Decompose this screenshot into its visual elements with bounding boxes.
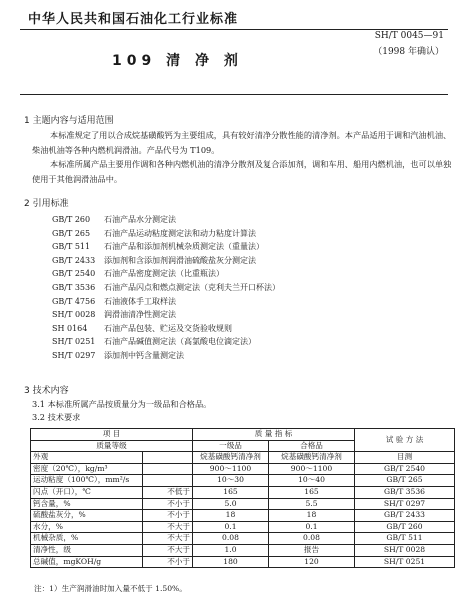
reference-title: 石油液体手工取样法 [104,296,176,306]
header-item: 项 目 [31,429,193,441]
row-condition: 不大于 [143,533,193,545]
reference-item [52,335,280,349]
reference-item [52,322,280,336]
reference-code: SH/T 0028 [52,310,96,320]
table-row [31,544,455,556]
row-first-value: 18 [193,510,269,522]
table-row [31,521,455,533]
row-item: 外观 [31,452,143,464]
reference-code: GB/T 511 [52,242,91,252]
reference-code: GB/T 260 [52,215,91,224]
row-condition: 不小于 [143,556,193,568]
table-row [31,498,455,510]
reference-item [52,213,280,227]
row-first-value: 1.0 [193,544,269,556]
row-method: GB/T 265 [355,475,455,487]
header-qualified-grade: 合格品 [269,440,355,452]
reference-title: 润滑油清净性测定法 [104,310,176,320]
row-item: 清净性，级 [31,544,143,556]
row-item: 闪点（开口），℃ [31,486,143,498]
table-header-row [31,429,455,441]
section-1-body [32,128,452,186]
header-first-grade: 一级品 [193,440,269,452]
reference-item [52,281,280,295]
row-condition: 不大于 [143,521,193,533]
row-first-value: 0.08 [193,533,269,545]
row-qualified-value: 5.5 [269,498,355,510]
row-first-value: 900～1100 [193,463,269,475]
header-quality-index: 质 量 指 标 [193,429,355,441]
reference-list [52,213,280,363]
row-method: GB/T 2433 [355,510,455,522]
reference-title: 添加剂中钙含量测定法 [104,350,184,360]
reference-title: 石油产品和添加剂机械杂质测定法（重量法） [104,242,264,252]
row-first-value: 5.0 [193,498,269,510]
row-qualified-value: 0.08 [269,533,355,545]
table-row [31,510,455,522]
table-row [31,556,455,568]
table-row [31,533,455,545]
row-item: 钙含量，% [31,498,143,510]
reference-title: 石油产品闪点和燃点测定法（克利夫兰开口杯法） [104,282,280,292]
reference-item [52,349,280,363]
reference-item [52,254,280,268]
section-1-paragraph-1: 本标准规定了用以合成烷基磺酸钙为主要组成，具有较好清净分散性能的清净剂。本产品适用于调和汽油机油、柴油机油等各种内燃机润滑油。产品代号为 T109。 [32,130,452,155]
reference-code: GB/T 3536 [52,282,96,292]
row-first-value: 180 [193,556,269,568]
table-row [31,452,455,464]
reference-code: SH/T 0251 [52,337,96,347]
row-qualified-value: 165 [269,486,355,498]
row-qualified-value: 0.1 [269,521,355,533]
row-item: 总碱值，mgKOH/g [31,556,143,568]
row-method: 目测 [355,452,455,464]
header-rule [20,29,448,30]
reference-item [52,240,280,254]
row-condition [143,452,193,464]
reference-title: 石油产品包装、贮运及交货验收规则 [104,323,232,333]
row-first-value: 10～30 [193,475,269,487]
row-item: 水分，% [31,521,143,533]
row-item: 硫酸盐灰分，% [31,510,143,522]
row-qualified-value: 报告 [269,544,355,556]
header-test-method: 试 验 方 法 [355,429,455,452]
row-qualified-value: 120 [269,556,355,568]
section-2-heading: 2 引用标准 [24,199,69,209]
table-row [31,486,455,498]
table-row [31,463,455,475]
row-item: 运动粘度（100℃），mm²/s [31,475,143,487]
row-method: GB/T 2540 [355,463,455,475]
row-condition: 不小于 [143,498,193,510]
row-qualified-value: 烷基磺酸钙清净剂 [269,452,355,464]
reference-title: 石油产品运动粘度测定法和动力粘度计算法 [104,228,256,238]
section-3-heading: 3 技术内容 [24,386,69,396]
row-method: SH/T 0297 [355,498,455,510]
reference-title: 石油产品密度测定法（比重瓶法） [104,269,224,279]
row-method: GB/T 511 [355,533,455,545]
row-condition: 不低于 [143,486,193,498]
section-1-paragraph-2: 本标准所属产品主要用作调和各种内燃机油的清净分散剂及复合添加剂，调和车用、船用内燃机油，也可以单独使用于其他润滑油品中。 [32,159,452,184]
row-condition [143,475,193,487]
standard-number: SH/T 0045—91 [374,31,444,41]
row-first-value: 烷基磺酸钙清净剂 [193,452,269,464]
reference-title: 添加剂和含添加剂润滑油硫酸盐灰分测定法 [104,255,256,265]
row-method: GB/T 260 [355,521,455,533]
row-condition [143,463,193,475]
row-method: SH/T 0251 [355,556,455,568]
row-condition: 不小于 [143,510,193,522]
row-first-value: 165 [193,486,269,498]
row-condition: 不大于 [143,544,193,556]
row-qualified-value: 10～40 [269,475,355,487]
header-quality-grade: 质量等级 [31,440,193,452]
technical-requirements-table [30,428,455,568]
reference-code: GB/T 265 [52,228,91,238]
reference-item [52,308,280,322]
reference-title: 石油产品碱值测定法（高氯酸电位滴定法） [104,337,256,347]
clause-3-1: 3.1 本标准所属产品按质量分为一级品和合格品。 [32,399,212,409]
section-1-heading: 1 主题内容与适用范围 [24,116,114,126]
reference-code: SH 0164 [52,323,88,333]
reference-code: GB/T 4756 [52,296,96,306]
reference-code: GB/T 2433 [52,255,96,265]
row-method: SH/T 0028 [355,544,455,556]
standard-confirmation-note: （1998 年确认） [373,47,444,57]
reference-code: GB/T 2540 [52,269,96,279]
reference-code: SH/T 0297 [52,350,96,360]
row-qualified-value: 900～1100 [269,463,355,475]
reference-item [52,295,280,309]
document-title: 109 清 净 剂 [112,53,243,69]
row-first-value: 0.1 [193,521,269,533]
standard-org-title: 中华人民共和国石油化工行业标准 [28,12,239,27]
row-qualified-value: 18 [269,510,355,522]
title-rule [20,94,448,95]
reference-item [52,267,280,281]
clause-3-2: 3.2 技术要求 [32,412,81,422]
row-method: GB/T 3536 [355,486,455,498]
reference-item [52,227,280,241]
row-item: 密度（20℃），kg/m³ [31,463,143,475]
row-item: 机械杂质，% [31,533,143,545]
reference-title: 石油产品水分测定法 [104,215,176,224]
table-footnote: 注：1）生产润滑油时加入量不低于 1.50%。 [34,584,187,593]
table-row [31,475,455,487]
